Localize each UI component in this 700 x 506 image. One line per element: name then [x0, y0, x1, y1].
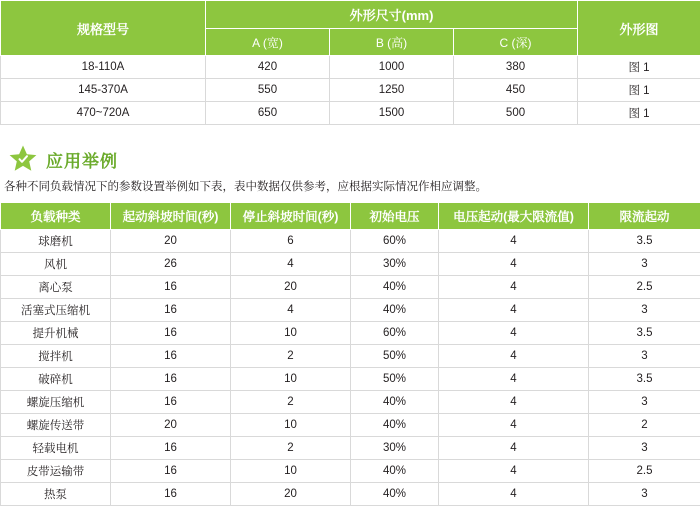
cell-b: 1250: [330, 79, 454, 102]
cell-voltage-start: 4: [439, 253, 589, 276]
dimension-table: [0, 0, 700, 125]
header-start-ramp: 起动斜坡时间(秒): [111, 203, 231, 230]
cell-initial-voltage: 50%: [351, 345, 439, 368]
cell-load-type: 提升机械: [1, 322, 111, 345]
cell-initial-voltage: 60%: [351, 230, 439, 253]
cell-current-limit: 3: [589, 391, 700, 414]
header-load-type: 负载种类: [1, 203, 111, 230]
cell-stop-ramp: 20: [231, 483, 351, 506]
cell-stop-ramp: 4: [231, 253, 351, 276]
table-row: [1, 102, 700, 125]
cell-b: 1500: [330, 102, 454, 125]
header-stop-ramp: 停止斜坡时间(秒): [231, 203, 351, 230]
cell-voltage-start: 4: [439, 460, 589, 483]
cell-load-type: 螺旋传送带: [1, 414, 111, 437]
cell-c: 500: [454, 102, 578, 125]
cell-load-type: 破碎机: [1, 368, 111, 391]
cell-model: 470~720A: [1, 102, 206, 125]
cell-voltage-start: 4: [439, 483, 589, 506]
header-initial-voltage: 初始电压: [351, 203, 439, 230]
cell-initial-voltage: 60%: [351, 322, 439, 345]
cell-start-ramp: 16: [111, 460, 231, 483]
cell-start-ramp: 26: [111, 253, 231, 276]
cell-load-type: 皮带运输带: [1, 460, 111, 483]
cell-a: 650: [206, 102, 330, 125]
cell-stop-ramp: 10: [231, 414, 351, 437]
table-row: [1, 230, 700, 253]
cell-current-limit: 3: [589, 483, 700, 506]
cell-stop-ramp: 4: [231, 299, 351, 322]
header-dim-a: A (宽): [206, 29, 330, 56]
cell-start-ramp: 16: [111, 345, 231, 368]
cell-c: 380: [454, 56, 578, 79]
cell-current-limit: 2: [589, 414, 700, 437]
cell-current-limit: 3: [589, 299, 700, 322]
cell-current-limit: 3: [589, 345, 700, 368]
table-row: [1, 79, 700, 102]
section-heading: [0, 139, 700, 179]
cell-start-ramp: 20: [111, 414, 231, 437]
cell-stop-ramp: 2: [231, 437, 351, 460]
cell-a: 420: [206, 56, 330, 79]
cell-voltage-start: 4: [439, 345, 589, 368]
table-row: [1, 345, 700, 368]
cell-initial-voltage: 40%: [351, 276, 439, 299]
header-model: 规格型号: [1, 1, 206, 56]
cell-initial-voltage: 50%: [351, 368, 439, 391]
header-current-limit-start: 限流起动: [589, 203, 700, 230]
cell-start-ramp: 16: [111, 276, 231, 299]
cell-initial-voltage: 40%: [351, 483, 439, 506]
cell-load-type: 活塞式压缩机: [1, 299, 111, 322]
dimension-table-header-row-1: [1, 1, 700, 29]
header-voltage-start: 电压起动(最大限流值): [439, 203, 589, 230]
cell-load-type: 搅拌机: [1, 345, 111, 368]
cell-initial-voltage: 40%: [351, 391, 439, 414]
table-row: [1, 437, 700, 460]
cell-model: 18-110A: [1, 56, 206, 79]
cell-stop-ramp: 2: [231, 345, 351, 368]
application-table-body: [1, 230, 700, 506]
star-icon: [8, 144, 38, 174]
table-row: [1, 56, 700, 79]
cell-c: 450: [454, 79, 578, 102]
cell-load-type: 球磨机: [1, 230, 111, 253]
cell-current-limit: 3.5: [589, 230, 700, 253]
header-dimensions: 外形尺寸(mm): [206, 1, 578, 29]
cell-current-limit: 2.5: [589, 460, 700, 483]
cell-drawing: 图 1: [578, 102, 700, 125]
dimension-table-body: [1, 56, 700, 125]
cell-stop-ramp: 10: [231, 368, 351, 391]
table-row: [1, 368, 700, 391]
cell-voltage-start: 4: [439, 414, 589, 437]
cell-voltage-start: 4: [439, 368, 589, 391]
cell-load-type: 轻载电机: [1, 437, 111, 460]
cell-voltage-start: 4: [439, 391, 589, 414]
cell-current-limit: 3: [589, 437, 700, 460]
application-table-header-row: [1, 203, 700, 230]
table-row: [1, 391, 700, 414]
header-dim-c: C (深): [454, 29, 578, 56]
section-intro: 各种不同负载情况下的参数设置举例如下表，表中数据仅供参考，应根据实际情况作相应调整。: [0, 179, 700, 195]
header-drawing: 外形图: [578, 1, 700, 56]
cell-initial-voltage: 30%: [351, 253, 439, 276]
table-row: [1, 299, 700, 322]
cell-start-ramp: 16: [111, 322, 231, 345]
cell-load-type: 风机: [1, 253, 111, 276]
cell-voltage-start: 4: [439, 276, 589, 299]
cell-initial-voltage: 40%: [351, 299, 439, 322]
cell-start-ramp: 16: [111, 437, 231, 460]
cell-current-limit: 3: [589, 253, 700, 276]
cell-voltage-start: 4: [439, 322, 589, 345]
table-row: [1, 460, 700, 483]
cell-initial-voltage: 40%: [351, 460, 439, 483]
cell-initial-voltage: 30%: [351, 437, 439, 460]
cell-current-limit: 3.5: [589, 322, 700, 345]
cell-current-limit: 3.5: [589, 368, 700, 391]
cell-start-ramp: 16: [111, 391, 231, 414]
cell-stop-ramp: 2: [231, 391, 351, 414]
cell-load-type: 离心泵: [1, 276, 111, 299]
table-row: [1, 483, 700, 506]
table-row: [1, 322, 700, 345]
cell-stop-ramp: 6: [231, 230, 351, 253]
cell-start-ramp: 20: [111, 230, 231, 253]
cell-load-type: 螺旋压缩机: [1, 391, 111, 414]
table-row: [1, 253, 700, 276]
cell-voltage-start: 4: [439, 299, 589, 322]
cell-drawing: 图 1: [578, 56, 700, 79]
table-row: [1, 276, 700, 299]
table-row: [1, 414, 700, 437]
cell-voltage-start: 4: [439, 437, 589, 460]
cell-start-ramp: 16: [111, 299, 231, 322]
cell-drawing: 图 1: [578, 79, 700, 102]
cell-model: 145-370A: [1, 79, 206, 102]
header-dim-b: B (高): [330, 29, 454, 56]
cell-load-type: 热泵: [1, 483, 111, 506]
cell-current-limit: 2.5: [589, 276, 700, 299]
cell-b: 1000: [330, 56, 454, 79]
cell-stop-ramp: 10: [231, 322, 351, 345]
cell-a: 550: [206, 79, 330, 102]
cell-stop-ramp: 20: [231, 276, 351, 299]
cell-start-ramp: 16: [111, 483, 231, 506]
application-table: [0, 202, 700, 506]
cell-voltage-start: 4: [439, 230, 589, 253]
cell-start-ramp: 16: [111, 368, 231, 391]
cell-stop-ramp: 10: [231, 460, 351, 483]
section-title: 应用举例: [46, 147, 118, 172]
cell-initial-voltage: 40%: [351, 414, 439, 437]
